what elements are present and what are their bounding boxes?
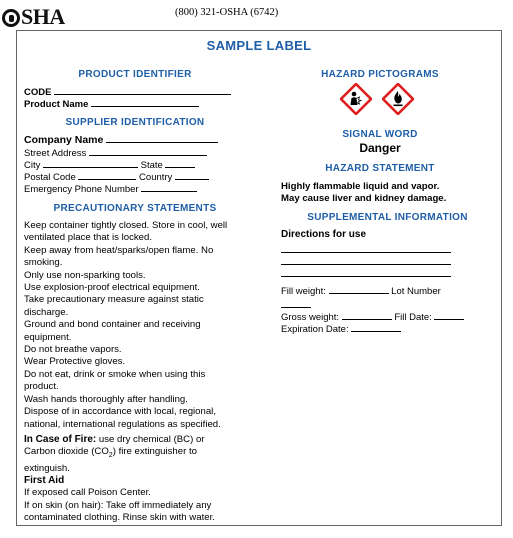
precaution-line: Take precautionary measure against static <box>24 294 204 306</box>
precautionary-statements-heading: PRECAUTIONARY STATEMENTS <box>53 203 217 214</box>
expiration-date-blank <box>351 322 401 332</box>
directions-blank-line <box>281 276 451 277</box>
supplemental-information-heading: SUPPLEMENTAL INFORMATION <box>307 212 468 223</box>
fire-instructions <box>24 434 249 475</box>
product-name-field <box>24 97 199 110</box>
precaution-line: Keep container tightly closed. Store in cool, well <box>24 220 228 231</box>
fire-line: extinguish. <box>24 462 70 474</box>
first-aid <box>24 475 249 525</box>
lot-number-blank <box>281 307 311 308</box>
precaution-line: Do not breathe vapors. <box>24 344 122 356</box>
expiration-date-label: Expiration Date: <box>281 324 349 335</box>
precautionary-statements-text <box>24 220 249 431</box>
osha-logo-text: SHA <box>21 4 65 29</box>
first-aid-line: If on skin (on hair): Take off immediately any <box>24 499 212 511</box>
precaution-line: Use explosion-proof electrical equipment. <box>24 282 200 294</box>
health-hazard-pictogram-icon <box>340 83 372 115</box>
first-aid-heading: First Aid <box>24 475 65 486</box>
label-title: SAMPLE LABEL <box>206 38 312 53</box>
company-name-label: Company Name <box>24 134 104 146</box>
country-label: Country <box>139 172 173 183</box>
hazard-statement-text <box>281 181 491 205</box>
street-address-blank <box>89 146 207 156</box>
emergency-phone-field <box>24 182 197 195</box>
precaution-line: ventilated place that is locked. <box>24 232 152 244</box>
fill-date-blank <box>434 310 464 320</box>
directions-for-use-label: Directions for use <box>281 229 367 240</box>
fire-line: Carbon dioxide (CO <box>24 446 109 458</box>
precaution-line: Dispose of in accordance with local, regional, <box>24 406 216 418</box>
company-name-blank <box>106 133 218 143</box>
street-address-label: Street Address <box>24 148 87 159</box>
first-aid-line: If exposed call Poison Center. <box>24 487 151 499</box>
postal-code-label: Postal Code <box>24 172 76 183</box>
osha-logo <box>2 4 65 30</box>
precaution-line: Only use non-sparking tools. <box>24 269 146 281</box>
precaution-line: Do not eat, drink or smoke when using this <box>24 368 206 380</box>
product-name-blank <box>91 97 199 107</box>
precaution-line: equipment. <box>24 331 72 343</box>
fire-line: ) fire extinguisher to <box>112 446 197 458</box>
postal-code-blank <box>78 170 136 180</box>
precaution-line: national, international regulations as specified. <box>24 418 221 430</box>
gross-weight-label: Gross weight: <box>281 312 340 323</box>
hazard-statement-heading: HAZARD STATEMENT <box>325 163 435 174</box>
emergency-phone-blank <box>141 182 197 192</box>
fire-line: use dry chemical (BC) or <box>98 434 205 445</box>
expiration-date-field <box>281 322 401 335</box>
osha-logo-mark-icon <box>2 9 20 27</box>
directions-blank-line <box>281 264 451 265</box>
city-label: City <box>24 160 41 171</box>
gross-weight-blank <box>342 310 392 320</box>
state-label: State <box>140 160 163 171</box>
precaution-line: Wear Protective gloves. <box>24 356 126 368</box>
fill-weight-field <box>281 284 441 297</box>
product-name-label: Product Name <box>24 99 89 110</box>
state-blank <box>165 158 195 168</box>
hazard-pictograms-heading: HAZARD PICTOGRAMS <box>321 69 439 80</box>
company-name-field <box>24 133 218 146</box>
fire-label: In Case of Fire: <box>24 434 97 445</box>
precaution-line: smoking. <box>24 257 63 269</box>
city-blank <box>43 158 138 168</box>
fire-subscript: 2 <box>108 452 113 460</box>
signal-word-heading: SIGNAL WORD <box>342 129 418 140</box>
fill-weight-blank <box>329 284 389 294</box>
flame-pictogram-icon <box>382 83 414 115</box>
precaution-line: Keep away from heat/sparks/open flame. No <box>24 244 214 256</box>
hazard-statement-line: Highly flammable liquid and vapor. <box>281 181 440 192</box>
osha-phone: (800) 321-OSHA (6742) <box>175 7 279 18</box>
code-label: CODE <box>24 87 52 98</box>
directions-blank-line <box>281 252 451 253</box>
hazard-statement-line: May cause liver and kidney damage. <box>281 193 447 204</box>
emergency-phone-label: Emergency Phone Number <box>24 184 139 195</box>
precaution-line: Ground and bond container and receiving <box>24 319 201 331</box>
fill-weight-label: Fill weight: <box>281 286 326 297</box>
sample-label <box>16 30 502 526</box>
code-blank <box>54 85 231 95</box>
precaution-line: Wash hands thoroughly after handling. <box>24 393 188 405</box>
fill-date-label: Fill Date: <box>394 312 432 323</box>
signal-word-value: Danger <box>359 141 401 155</box>
precaution-line: product. <box>24 381 59 393</box>
lot-number-label: Lot Number <box>391 286 441 297</box>
supplier-identification-heading: SUPPLIER IDENTIFICATION <box>65 117 205 128</box>
precaution-line: discharge. <box>24 306 69 318</box>
country-blank <box>175 170 209 180</box>
first-aid-line: contaminated clothing. Rinse skin with water. <box>24 512 215 524</box>
product-identifier-heading: PRODUCT IDENTIFIER <box>78 69 192 80</box>
